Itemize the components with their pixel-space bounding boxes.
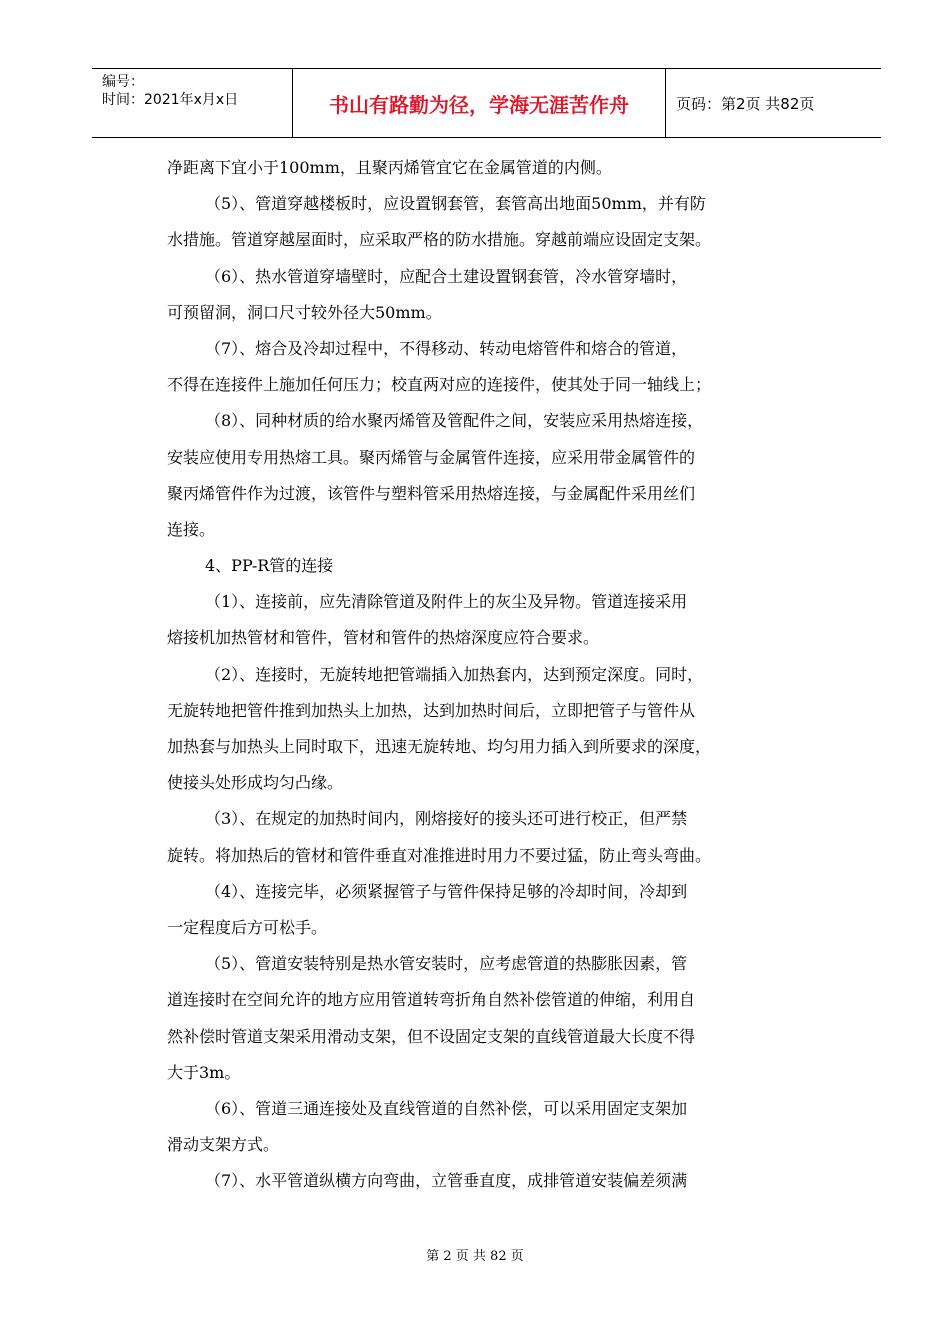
text-line: 使接头处形成均匀凸缘。 — [167, 773, 344, 793]
document-number-label: 编号： — [102, 74, 144, 90]
text-line: （7）、熔合及冷却过程中，不得移动、转动电熔管件和熔合的管道， — [205, 338, 688, 358]
text-line: 熔接机加热管材和管件，管材和管件的热熔深度应符合要求。 — [167, 628, 600, 648]
text-line: 加热套与加热头上同时取下，迅速无旋转地、均匀用力插入到所要求的深度， — [167, 737, 712, 756]
text-line: （6）、热水管道穿墙壁时，应配合土建设置钢套管，冷水管穿墙时， — [205, 266, 688, 286]
text-line: 一定程度后方可松手。 — [167, 917, 328, 937]
text-line: 大于3m。 — [167, 1062, 241, 1082]
text-line: （1）、连接前，应先清除管道及附件上的灰尘及异物。管道连接采用 — [205, 592, 688, 612]
header-motto: 书山有路勤为径，学海无涯苦作舟 — [329, 92, 629, 117]
text-line: （5）、管道安装特别是热水管安装时，应考虑管道的热膨胀因素，管 — [205, 954, 688, 974]
text-line: 净距离下宜小于100mm，且聚丙烯管宜它在金属管道的内侧。 — [167, 158, 612, 177]
text-line: 然补偿时管道支架采用滑动支架，但不设固定支架的直线管道最大长度不得 — [167, 1026, 696, 1046]
header-divider — [665, 69, 666, 137]
text-line: 无旋转地把管件推到加热头上加热，达到加热时间后，立即把管子与管件从 — [167, 700, 696, 720]
text-line: （6）、管道三通连接处及直线管道的自然补偿，可以采用固定支架加 — [205, 1098, 688, 1118]
text-line: （4）、连接完毕，必须紧握管子与管件保持足够的冷却时间，冷却到 — [205, 881, 688, 901]
header-meta — [102, 73, 238, 109]
text-line: （7）、水平管道纵横方向弯曲，立管垂直度，成排管道安装偏差须满 — [205, 1171, 688, 1191]
text-line: 聚丙烯管件作为过渡，该管件与塑料管采用热熔连接，与金属配件采用丝们 — [167, 483, 696, 503]
text-line: 道连接时在空间允许的地方应用管道转弯折角自然补偿管道的伸缩，利用自 — [167, 990, 696, 1010]
text-line: 安装应使用专用热熔工具。聚丙烯管与金属管件连接，应采用带金属管件的 — [167, 447, 696, 467]
text-line: 不得在连接件上施加任何压力；校直两对应的连接件，使其处于同一轴线上； — [167, 375, 712, 395]
header-table — [92, 68, 881, 138]
text-line: （3）、在规定的加热时间内，刚熔接好的接头还可进行校正，但严禁 — [205, 809, 688, 829]
text-line: 旋转。将加热后的管材和管件垂直对准推进时用力不要过猛，防止弯头弯曲。 — [167, 845, 712, 865]
text-line: （8）、同种材质的给水聚丙烯管及管配件之间，安装应采用热熔连接， — [205, 411, 704, 431]
page-footer: 第 2 页 共 82 页 — [426, 1249, 524, 1264]
header-page-info: 页码：第2页 共82页 — [676, 94, 815, 113]
text-line: （2）、连接时，无旋转地把管端插入加热套内，达到预定深度。同时， — [205, 664, 704, 684]
text-line: 水措施。管道穿越屋面时，应采取严格的防水措施。穿越前端应设固定支架。 — [167, 230, 712, 250]
text-line: （5）、管道穿越楼板时，应设置钢套管，套管高出地面50mm，并有防 — [205, 194, 706, 214]
text-line: 滑动支架方式。 — [167, 1135, 280, 1155]
document-body — [167, 150, 807, 1199]
text-line: 可预留洞，洞口尺寸较外径大50mm。 — [167, 302, 442, 322]
document-time-label: 时间：2021年x月x日 — [102, 92, 239, 108]
section-heading: 4、PP-R管的连接 — [205, 556, 334, 576]
text-line: 连接。 — [167, 519, 216, 539]
